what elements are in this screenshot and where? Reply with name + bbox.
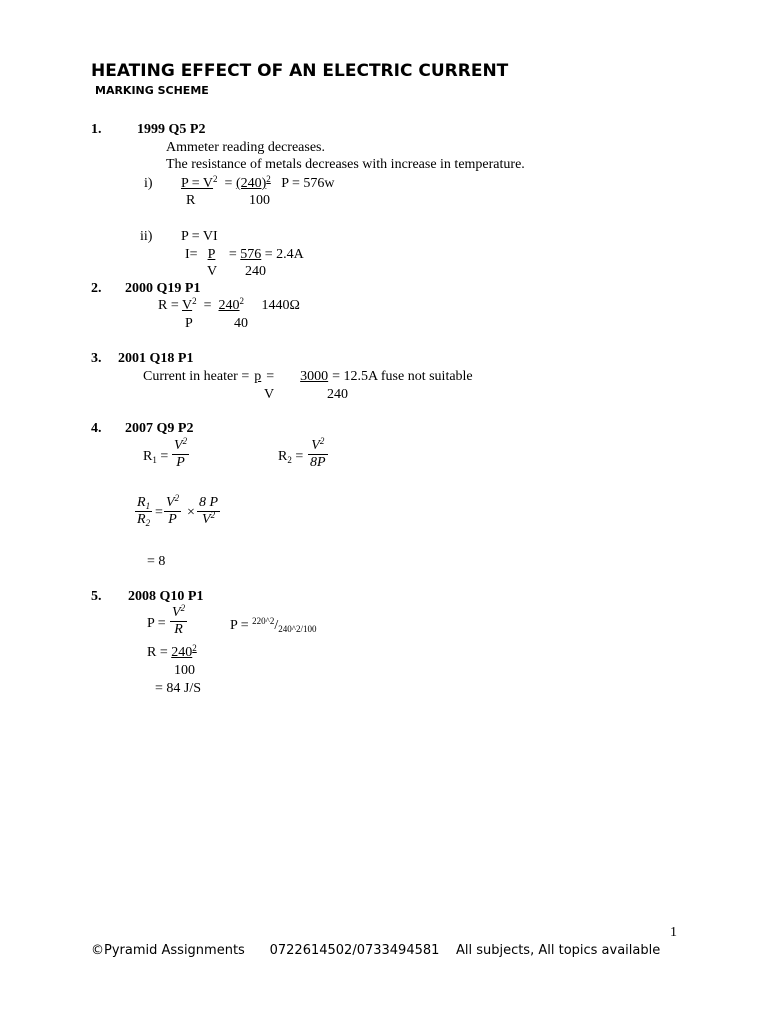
q4-times: ×	[187, 505, 195, 520]
q1-i-result: P = 576w	[281, 176, 335, 191]
q1-ii-pvi: P = VI	[181, 229, 218, 244]
q4-reference: 2007 Q9 P2	[125, 421, 194, 436]
q5-p-label: P =	[147, 616, 166, 631]
q5-p-fraction: $\frac{V^2}{R}$	[172, 603, 186, 637]
q1-i-100: 100	[249, 193, 270, 208]
q1-i-p: P = V	[181, 176, 214, 191]
q1-ii-formula: I= P = 576 = 2.4A	[185, 247, 304, 262]
q4-r1-fraction: $\frac{V^2}{P}$	[174, 436, 188, 470]
q5-r-denominator: 100	[174, 663, 195, 678]
q4-r2-fraction: $\frac{V^2}{8P}$	[310, 436, 326, 470]
q5-answer: = 84 J/S	[155, 681, 202, 696]
q1-part-i-label: i)	[144, 176, 153, 191]
page-number: 1	[670, 925, 677, 940]
q5-p-numeric: $P = ^{220\^{}2}/_{240\^{}2/100}$	[230, 616, 317, 634]
q1-reference: 1999 Q5 P2	[137, 122, 206, 137]
q5-number: 5.	[91, 589, 102, 604]
q1-ii-V: V	[207, 264, 218, 279]
q4-factor1: $\frac{V^2}{P}$	[166, 493, 180, 527]
q4-r2-label: $R_2$ =	[278, 449, 304, 465]
q3-reference: 2001 Q18 P1	[118, 351, 194, 366]
q1-number: 1.	[91, 122, 102, 137]
q1-i-R: R	[186, 193, 196, 208]
q4-ratio-equals: =	[155, 505, 163, 520]
q3-V: V	[264, 387, 275, 402]
q1-line2: The resistance of metals decreases with increase in temperature.	[166, 157, 525, 172]
q3-number: 3.	[91, 351, 102, 366]
q3-formula: Current in heater = p = 3000 = 12.5A fuse not suitable	[143, 369, 473, 384]
q2-reference: 2000 Q19 P1	[125, 281, 201, 296]
q2-formula: $R = V^2 = 240^2$ 1440Ω	[158, 296, 300, 313]
q3-240: 240	[327, 387, 348, 402]
q5-reference: 2008 Q10 P1	[128, 589, 204, 604]
q1-part-i-formula: $P = V^2 = (240)^2$ P = 576w	[181, 174, 335, 191]
q2-P: P	[185, 316, 193, 331]
q5-r-formula: $R = 240^2$	[147, 643, 197, 660]
q4-r1-label: $R_1$ =	[143, 449, 169, 465]
q4-number: 4.	[91, 421, 102, 436]
q4-ratio-fraction: $\frac{R_1}{R_2}$	[137, 495, 151, 528]
footer-text: ©Pyramid Assignments 0722614502/0733494581 All subjects, All topics available	[91, 943, 661, 958]
q4-factor2: $\frac{8 P}{V^2}$	[199, 495, 219, 527]
page-subtitle: MARKING SCHEME	[95, 84, 209, 97]
q1-part-ii-label: ii)	[140, 229, 153, 244]
page-title: HEATING EFFECT OF AN ELECTRIC CURRENT	[91, 61, 509, 81]
q2-number: 2.	[91, 281, 102, 296]
q2-40: 40	[234, 316, 248, 331]
q1-ii-240: 240	[245, 264, 266, 279]
q1-line1: Ammeter reading decreases.	[166, 140, 325, 155]
q4-answer: = 8	[147, 554, 166, 569]
